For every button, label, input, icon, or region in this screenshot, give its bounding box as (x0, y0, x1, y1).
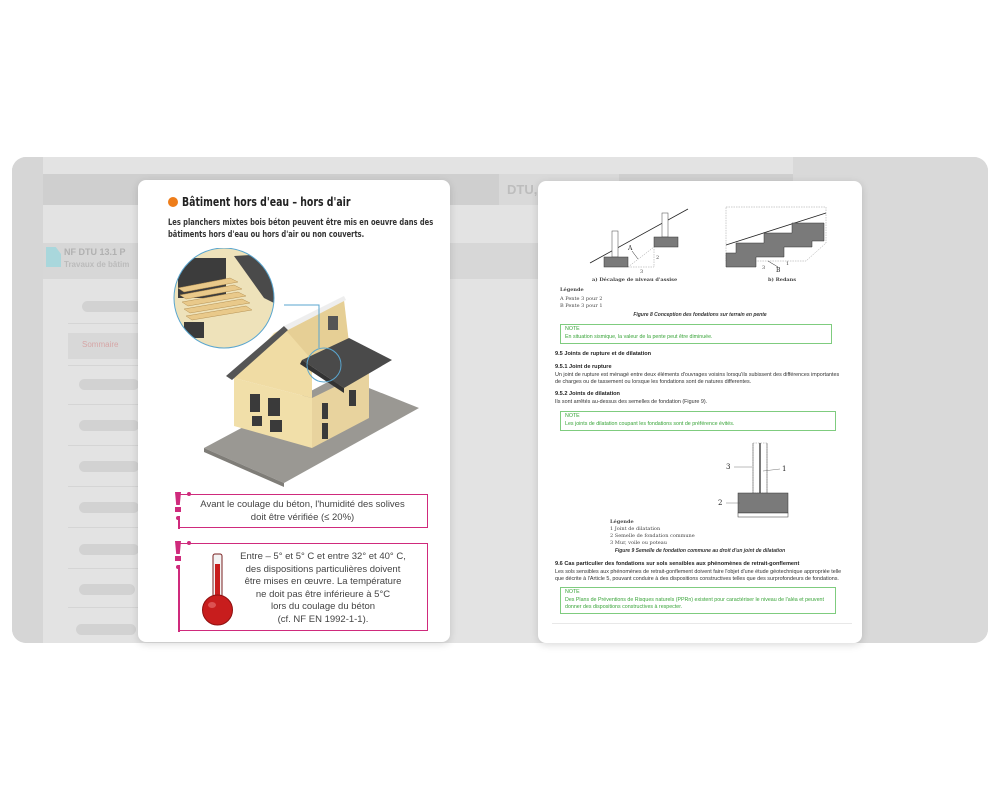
bullet-dot-icon (168, 197, 178, 207)
column (662, 213, 668, 237)
window (322, 403, 328, 419)
dim-label: 3 (640, 269, 644, 275)
legend-item: 3 Mur, voile ou poteau (610, 540, 667, 546)
humidity-alert (178, 494, 428, 528)
dim-label: 3 (762, 265, 766, 271)
house-cutaway-illustration (164, 248, 434, 488)
alert-text-line: Entre – 5° et 5° C et entre 32° et 40° C, (240, 551, 406, 562)
section-text: Les sols sensibles aux phénomènes de retrait-gonflement doivent faire l'objet d'une étude géotechnique appropriée telle que décrite à l'Article 5, pouvant conduire à des dispositions constructives telles que des surprofondeurs de fondations. (555, 569, 842, 582)
divider (552, 623, 852, 624)
toc-placeholder (79, 584, 135, 595)
figure-caption-b: b) Redans (768, 277, 797, 283)
section-heading: 9.5 Joints de rupture et de dilatation (555, 351, 652, 357)
figure-9-caption: Figure 9 Semelle de fondation commune au droit d'un joint de dilatation (614, 548, 786, 554)
column (612, 231, 618, 257)
figure-8b-diagram (724, 205, 828, 273)
chimney (328, 316, 338, 330)
legend-item: A Pente 3 pour 2 (560, 296, 603, 302)
note-box (560, 587, 836, 614)
label-2: 2 (718, 499, 723, 507)
note-label: NOTE (565, 326, 580, 332)
floor-detail-inset (164, 248, 284, 348)
alert-text-line: des dispositions particulières doivent (245, 563, 401, 575)
toc-placeholder (79, 420, 139, 431)
label-1: 1 (782, 465, 787, 473)
topbar-tab[interactable]: DTU, (499, 174, 619, 205)
document-subtitle: Travaux de bâtim (64, 260, 130, 269)
dim-label: 1 (786, 261, 790, 267)
alert-text-line: doit être vérifiée (≤ 20%) (250, 511, 355, 523)
section-heading: 9.6 Cas particulier des fondations sur sols sensibles aux phénomènes de retrait-gonflement (555, 561, 800, 567)
toc-placeholder (79, 461, 139, 472)
figure-8a-diagram (586, 203, 696, 275)
note-label: NOTE (565, 413, 580, 419)
figure-9-diagram (708, 441, 798, 521)
dim-label: 2 (656, 255, 660, 261)
window (270, 420, 282, 432)
toc-placeholder (82, 301, 142, 312)
app-left-rail (12, 157, 43, 643)
window (322, 423, 328, 439)
common-footing (738, 493, 788, 513)
toc-placeholder (79, 502, 139, 513)
footing (654, 237, 678, 247)
window (252, 416, 262, 426)
window (250, 394, 260, 412)
section-title: Bâtiment hors d'eau – hors d'air (182, 195, 351, 209)
alert-text-line: ne doit pas être inférieure à 5°C (255, 588, 391, 600)
figure-8-caption: Figure 8 Conception des fondations sur terrain en pente (633, 312, 767, 318)
alert-text-line: Avant le coulage du béton, l'humidité des solives (200, 499, 405, 510)
temperature-alert (178, 543, 428, 631)
note-text: Les joints de dilatation coupant les fondations sont de préférence évités. (565, 420, 735, 427)
toc-placeholder (79, 544, 139, 555)
guide-page-card (138, 180, 450, 642)
legend-title: Légende (560, 287, 584, 293)
figure-caption-a: a) Décalage de niveau d'assise (592, 277, 678, 283)
note-text: En situation sismique, la valeur de la pente peut être diminuée. (565, 333, 713, 340)
note-box (560, 411, 836, 431)
window (349, 390, 356, 406)
note-label: NOTE (565, 589, 580, 595)
section-heading: 9.5.1 Joint de rupture (555, 364, 612, 370)
alert-text-line: être mises en œuvre. La température (244, 576, 402, 587)
label-a: A (628, 245, 633, 252)
note-box (560, 324, 832, 344)
dilatation-joint (759, 443, 761, 493)
legend-item: B Pente 3 pour 1 (560, 303, 603, 309)
standard-page-card (538, 181, 862, 643)
legend-item: 2 Semelle de fondation commune (610, 533, 695, 539)
toc-placeholder (79, 379, 139, 390)
label-3: 3 (726, 463, 731, 471)
footing (604, 257, 628, 267)
section-heading: 9.5.2 Joints de dilatation (555, 391, 620, 397)
legend-title: Légende (610, 519, 634, 525)
intro-text: Les planchers mixtes bois béton peuvent être mis en oeuvre dans des bâtiments hors d'eau ou hors d'air ou non couverts. (168, 218, 434, 240)
document-icon (46, 247, 61, 267)
label-b: B (776, 267, 781, 273)
section-text: Un joint de rupture est ménagé entre deux éléments d'ouvrages voisins lorsqu'ils subissent des différences importantes de charges ou de tassement ou lorsque les fondations sont de natures differentes. (555, 372, 840, 385)
section-title-row (168, 195, 398, 209)
alert-text-line: lors du coulage du béton (270, 601, 376, 612)
legend-item: 1 Joint de dilatation (610, 526, 661, 532)
alert-text-line: (cf. NF EN 1992-1-1). (277, 613, 369, 625)
sommaire-label: Sommaire (82, 340, 119, 349)
section-text: Ils sont arrêtés au-dessus des semelles de fondation (Figure 9). (555, 399, 708, 405)
window (268, 398, 280, 416)
note-text: Des Plans de Préventions de Risques naturels (PPRn) existent pour caractériser le niveau de l'aléa et peuvent donner des dispositions constructives à respecter. (565, 596, 824, 610)
document-title: NF DTU 13.1 P (64, 247, 126, 257)
toc-placeholder (76, 624, 136, 635)
